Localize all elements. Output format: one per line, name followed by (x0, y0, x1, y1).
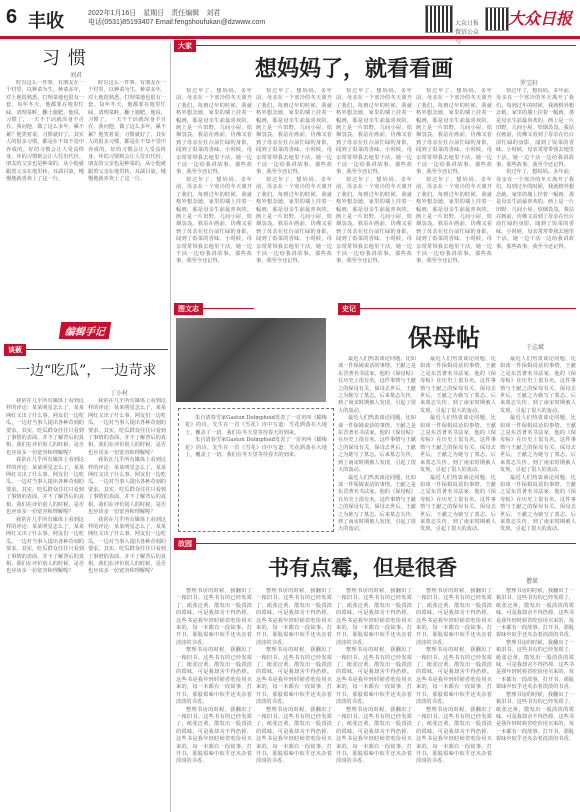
article-text: 快过年了，想妈妈。多年前，母亲在一个寒冷的冬天离开了我们。每到过年的时候，我就格外想念她。家里的墙上挂着一幅画，那是母亲生前最喜欢的。画上是一片田野，几间小屋，炊烟袅袅。我站在画前，仿佛又看到了母亲在灶台前忙碌的身影，闻到了饭菜的香味。小时候，母亲常常带我去地里干活，她一边干活一边给我讲故事。那些故事，我至今还记得。 (416, 176, 492, 265)
editor-note-badge: 编辑手记 (59, 322, 111, 339)
article-text: 快过年了，想妈妈。多年前，母亲在一个寒冷的冬天离开了我们。每到过年的时候，我就格外想念她。家里的墙上挂着一幅画，那是母亲生前最喜欢的。画上是一片田野，几间小屋，炊烟袅袅。我站在画前，仿佛又看到了母亲在灶台前忙碌的身影，闻到了饭菜的香味。小时候，母亲常常带我去地里干活，她一边干活一边给我讲故事。那些故事，我至今还记得。 (416, 88, 492, 176)
section-bar (174, 40, 576, 51)
section-bar (4, 344, 168, 355)
section-tag: 大家 (174, 40, 196, 52)
section-bar (174, 538, 576, 549)
article-text: 时有这么一件事。有朋友在一个村里，以种菜为生。种菜多年，对土地很熟悉，打理菜地也很有一套。每年冬天，他都要在地里忙碌，清理菜畦，翻土施肥。他说，习惯了，一天不干活就浑身不自在。我问他，做了这么多年，累不累？他笑着说，习惯就好了。其实人的很多习惯，都是在不知不觉中养成的。好的习惯会让人受益终身，坏的习惯则会让人付出代价。朋友的父亲也是种菜的，从小他就跟着父亲在地里转，耳濡目染，慢慢地就喜欢上了这一行。 (6, 80, 84, 183)
article-text: 整理书房的时候，我翻出了一箱旧书。这些书有的已经发霉了，纸张泛黄，散发出一股淡淡的霉味。可是我却舍不得扔掉。这些书是我年轻时候省吃俭用买来的，每一本都有一段故事。打开书，那股霉味中似乎还夹杂着淡淡的书香。 (416, 706, 492, 765)
article-body (336, 88, 412, 298)
article-text: 快过年了，想妈妈。多年前，母亲在一个寒冷的冬天离开了我们。每到过年的时候，我就格外想念她。家里的墙上挂着一幅画，那是母亲生前最喜欢的。画上是一片田野，几间小屋，炊烟袅袅。我站在画前，仿佛又看到了母亲在灶台前忙碌的身影，闻到了饭菜的香味。小时候，母亲常常带我去地里干活，她一边干活一边给我讲故事。那些故事，我至今还记得。 (496, 88, 574, 169)
page-info (88, 9, 265, 27)
article-body (88, 398, 166, 808)
article-text: 整理书房的时候，我翻出了一箱旧书。这些书有的已经发霉了，纸张泛黄，散发出一股淡淡的霉味。可是我却舍不得扔掉。这些书是我年轻时候省吃俭用买来的，每一本都有一段故事。打开书，那股霉味中似乎还夹杂着淡淡的书香。 (496, 691, 574, 743)
caption-text: 朱自清春雪家Gaston Dolmphoid发表了一首名叫《蜡梅花》的诗。先生在一首《雪花》诗中写道：雪花洒落在大地上，覆盖了一切。我们在冬天里等待春天的到来。 (185, 415, 327, 436)
article-text: 快过年了，想妈妈。多年前，母亲在一个寒冷的冬天离开了我们。每到过年的时候，我就格外想念她。家里的墙上挂着一幅画，那是母亲生前最喜欢的。画上是一片田野，几间小屋，炊烟袅袅。我站在画前，仿佛又看到了母亲在灶台前忙碌的身影，闻到了饭菜的香味。小时候，母亲常常带我去地里干活，她一边干活一边给我讲故事。那些故事，我至今还记得。 (176, 88, 252, 176)
article-text: 我常在几乎所有媒体上看到这样的评论：某某明星怎么了，某某网红又出了什么事。网友们一边吃瓜，一边对当事人提出各种苛刻的要求。其实，吃瓜群众往往只看到了事情的表面，并不了解背后的真相。我们在评价别人的时候，是否也应该多一份宽容和理解呢？ (6, 516, 84, 575)
article-text: 快过年了，想妈妈。多年前，母亲在一个寒冷的冬天离开了我们。每到过年的时候，我就格外想念她。家里的墙上挂着一幅画，那是母亲生前最喜欢的。画上是一片田野，几间小屋，炊烟袅袅。我站在画前，仿佛又看到了母亲在灶台前忙碌的身影，闻到了饭菜的香味。小时候，母亲常常带我去地里干活，她一边干活一边给我讲故事。那些故事，我至今还记得。 (496, 169, 574, 250)
article-text: 最近人们热衷谈论同题，比如谈一件保姆说话的事情。王献之是东晋著名书法家，他的《保母帖》在历史上很有名。这件事情与王献之的保母有关，保母去世后，王献之为她写了墓志。后来墓志失传，到了南宋时期被人发现，引起了很大的轰动。 (500, 474, 576, 532)
article-author: 罗宝轩 (520, 81, 539, 87)
article-text: 最近人们热衷谈论同题，比如谈一件保姆说话的事情。王献之是东晋著名书法家，他的《保母帖》在历史上很有名。这件事情与王献之的保母有关，保母去世后，王献之为她写了墓志。后来墓志失传，到了南宋时期被人发现，引起了很大的轰动。 (420, 356, 496, 414)
article-text: 整理书房的时候，我翻出了一箱旧书。这些书有的已经发霉了，纸张泛黄，散发出一股淡淡的霉味。可是我却舍不得扔掉。这些书是我年轻时候省吃俭用买来的，每一本都有一段故事。打开书，那股霉味中似乎还夹杂着淡淡的书香。 (416, 647, 492, 706)
article-text: 整理书房的时候，我翻出了一箱旧书。这些书有的已经发霉了，纸张泛黄，散发出一股淡淡的霉味。可是我却舍不得扔掉。这些书是我年轻时候省吃俭用买来的，每一本都有一段故事。打开书，那股霉味中似乎还夹杂着淡淡的书香。 (256, 588, 332, 646)
article-text: 整理书房的时候，我翻出了一箱旧书。这些书有的已经发霉了，纸张泛黄，散发出一股淡淡的霉味。可是我却舍不得扔掉。这些书是我年轻时候省吃俭用买来的，每一本都有一段故事。打开书，那股霉味中似乎还夹杂着淡淡的书香。 (176, 588, 252, 646)
header-divider (0, 36, 580, 39)
article-text: 快过年了，想妈妈。多年前，母亲在一个寒冷的冬天离开了我们。每到过年的时候，我就格外想念她。家里的墙上挂着一幅画，那是母亲生前最喜欢的。画上是一片田野，几间小屋，炊烟袅袅。我站在画前，仿佛又看到了母亲在灶台前忙碌的身影，闻到了饭菜的香味。小时候，母亲常常带我去地里干活，她一边干活一边给我讲故事。那些故事，我至今还记得。 (176, 176, 252, 265)
article-text: 最近人们热衷谈论同题，比如谈一件保姆说话的事情。王献之是东晋著名书法家，他的《保母帖》在历史上很有名。这件事情与王献之的保母有关，保母去世后，王献之为她写了墓志。后来墓志失传，到了南宋时期被人发现，引起了很大的轰动。 (420, 474, 496, 532)
article-body (256, 88, 332, 298)
qr-label-1: 大众日报微信公众号 (455, 21, 480, 45)
article-title: 习惯 (42, 48, 94, 69)
article-text: 最近人们热衷谈论同题，比如谈一件保姆说话的事情。王献之是东晋著名书法家，他的《保母帖》在历史上很有名。这件事情与王献之的保母有关，保母去世后，王献之为她写了墓志。后来墓志失传，到了南宋时期被人发现，引起了很大的轰动。 (500, 356, 576, 414)
article-text: 最近人们热衷谈论同题，比如谈一件保姆说话的事情。王献之是东晋著名书法家，他的《保母帖》在历史上很有名。这件事情与王献之的保母有关，保母去世后，王献之为她写了墓志。后来墓志失传，到了南宋时期被人发现，引起了很大的轰动。 (500, 415, 576, 474)
section-tag: 谈薮 (4, 344, 26, 356)
column-divider (170, 42, 171, 812)
article-text: 整理书房的时候，我翻出了一箱旧书。这些书有的已经发霉了，纸张泛黄，散发出一股淡淡的霉味。可是我却舍不得扔掉。这些书是我年轻时候省吃俭用买来的，每一本都有一段故事。打开书，那股霉味中似乎还夹杂着淡淡的书香。 (336, 647, 412, 706)
article-text: 我常在几乎所有媒体上看到这样的评论：某某明星怎么了，某某网红又出了什么事。网友们一边吃瓜，一边对当事人提出各种苛刻的要求。其实，吃瓜群众往往只看到了事情的表面，并不了解背后的真相。我们在评价别人的时候，是否也应该多一份宽容和理解呢？ (88, 457, 166, 516)
article-author: 刘君 (70, 73, 83, 79)
article-body (496, 88, 574, 298)
article-text: 整理书房的时候，我翻出了一箱旧书。这些书有的已经发霉了，纸张泛黄，散发出一股淡淡的霉味。可是我却舍不得扔掉。这些书是我年轻时候省吃俭用买来的，每一本都有一段故事。打开书，那股霉味中似乎还夹杂着淡淡的书香。 (496, 639, 574, 691)
article-text: 最近人们热衷谈论同题，比如谈一件保姆说话的事情。王献之是东晋著名书法家，他的《保母帖》在历史上很有名。这件事情与王献之的保母有关，保母去世后，王献之为她写了墓志。后来墓志失传，到了南宋时期被人发现，引起了很大的轰动。 (338, 474, 416, 532)
article-body (338, 356, 416, 532)
article-text: 我常在几乎所有媒体上看到这样的评论：某某明星怎么了，某某网红又出了什么事。网友们一边吃瓜，一边对当事人提出各种苛刻的要求。其实，吃瓜群众往往只看到了事情的表面，并不了解背后的真相。我们在评价别人的时候，是否也应该多一份宽容和理解呢？ (88, 516, 166, 575)
article-title: 书有点霉，但是很香 (268, 555, 457, 580)
article-text: 整理书房的时候，我翻出了一箱旧书。这些书有的已经发霉了，纸张泛黄，散发出一股淡淡的霉味。可是我却舍不得扔掉。这些书是我年轻时候省吃俭用买来的，每一本都有一段故事。打开书，那股霉味中似乎还夹杂着淡淡的书香。 (176, 706, 252, 765)
section-bar (338, 303, 576, 314)
article-title: 保母帖 (408, 323, 480, 352)
article-text: 快过年了，想妈妈。多年前，母亲在一个寒冷的冬天离开了我们。每到过年的时候，我就格外想念她。家里的墙上挂着一幅画，那是母亲生前最喜欢的。画上是一片田野，几间小屋，炊烟袅袅。我站在画前，仿佛又看到了母亲在灶台前忙碌的身影，闻到了饭菜的香味。小时候，母亲常常带我去地里干活，她一边干活一边给我讲故事。那些故事，我至今还记得。 (336, 176, 412, 265)
page-info-line2: 电话(0531)85193407 Email:fengshoufukan@dzwww.com (88, 19, 266, 26)
article-text: 最近人们热衷谈论同题，比如谈一件保姆说话的事情。王献之是东晋著名书法家，他的《保母帖》在历史上很有名。这件事情与王献之的保母有关，保母去世后，王献之为她写了墓志。后来墓志失传，到了南宋时期被人发现，引起了很大的轰动。 (338, 415, 416, 474)
painting-image (176, 318, 326, 402)
article-body (336, 588, 412, 808)
article-author: 于志斌 (526, 345, 545, 351)
section-tag: 图文志 (174, 303, 203, 315)
article-body (500, 356, 576, 532)
newspaper-logo: 大众日报 (507, 9, 572, 28)
article-text: 快过年了，想妈妈。多年前，母亲在一个寒冷的冬天离开了我们。每到过年的时候，我就格外想念她。家里的墙上挂着一幅画，那是母亲生前最喜欢的。画上是一片田野，几间小屋，炊烟袅袅。我站在画前，仿佛又看到了母亲在灶台前忙碌的身影，闻到了饭菜的香味。小时候，母亲常常带我去地里干活，她一边干活一边给我讲故事。那些故事，我至今还记得。 (256, 176, 332, 265)
article-title: 想妈妈了，就看看画 (255, 56, 454, 82)
qr-code-icon (426, 6, 452, 32)
article-body (420, 356, 496, 532)
article-body (88, 80, 166, 335)
article-text: 我常在几乎所有媒体上看到这样的评论：某某明星怎么了，某某网红又出了什么事。网友们一边吃瓜，一边对当事人提出各种苛刻的要求。其实，吃瓜群众往往只看到了事情的表面，并不了解背后的真相。我们在评价别人的时候，是否也应该多一份宽容和理解呢？ (6, 398, 84, 456)
page-header (0, 0, 580, 45)
article-text: 最近人们热衷谈论同题，比如谈一件保姆说话的事情。王献之是东晋著名书法家，他的《保母帖》在历史上很有名。这件事情与王献之的保母有关，保母去世后，王献之为她写了墓志。后来墓志失传，到了南宋时期被人发现，引起了很大的轰动。 (338, 356, 416, 414)
article-title: 一边“吃瓜”，一边苛求 (16, 363, 157, 379)
article-text: 整理书房的时候，我翻出了一箱旧书。这些书有的已经发霉了，纸张泛黄，散发出一股淡淡的霉味。可是我却舍不得扔掉。这些书是我年轻时候省吃俭用买来的，每一本都有一段故事。打开书，那股霉味中似乎还夹杂着淡淡的书香。 (176, 647, 252, 706)
article-body (176, 588, 252, 808)
section-bar (174, 303, 254, 314)
article-text: 整理书房的时候，我翻出了一箱旧书。这些书有的已经发霉了，纸张泛黄，散发出一股淡淡的霉味。可是我却舍不得扔掉。这些书是我年轻时候省吃俭用买来的，每一本都有一段故事。打开书，那股霉味中似乎还夹杂着淡淡的书香。 (256, 706, 332, 765)
section-tag: 故园 (174, 538, 196, 550)
article-body (416, 588, 492, 808)
caption-box (178, 408, 334, 532)
page-info-line1: 2022年1月16日 星期日 责任编辑 刘君 (88, 10, 221, 17)
article-text: 整理书房的时候，我翻出了一箱旧书。这些书有的已经发霉了，纸张泛黄，散发出一股淡淡的霉味。可是我却舍不得扔掉。这些书是我年轻时候省吃俭用买来的，每一本都有一段故事。打开书，那股霉味中似乎还夹杂着淡淡的书香。 (416, 588, 492, 646)
article-text: 整理书房的时候，我翻出了一箱旧书。这些书有的已经发霉了，纸张泛黄，散发出一股淡淡的霉味。可是我却舍不得扔掉。这些书是我年轻时候省吃俭用买来的，每一本都有一段故事。打开书，那股霉味中似乎还夹杂着淡淡的书香。 (336, 588, 412, 646)
caption-text: 朱自清春雪家Gaston Dolmphoid发表了一首名叫《蜡梅花》的诗。先生在一首《雪花》诗中写道：雪花洒落在大地上，覆盖了一切。我们在冬天里等待春天的到来。 (185, 437, 327, 459)
article-text: 整理书房的时候，我翻出了一箱旧书。这些书有的已经发霉了，纸张泛黄，散发出一股淡淡的霉味。可是我却舍不得扔掉。这些书是我年轻时候省吃俭用买来的，每一本都有一段故事。打开书，那股霉味中似乎还夹杂着淡淡的书香。 (336, 706, 412, 765)
article-text: 最近人们热衷谈论同题，比如谈一件保姆说话的事情。王献之是东晋著名书法家，他的《保母帖》在历史上很有名。这件事情与王献之的保母有关，保母去世后，王献之为她写了墓志。后来墓志失传，到了南宋时期被人发现，引起了很大的轰动。 (420, 415, 496, 474)
article-body (6, 398, 84, 808)
article-body (256, 588, 332, 808)
article-text: 快过年了，想妈妈。多年前，母亲在一个寒冷的冬天离开了我们。每到过年的时候，我就格外想念她。家里的墙上挂着一幅画，那是母亲生前最喜欢的。画上是一片田野，几间小屋，炊烟袅袅。我站在画前，仿佛又看到了母亲在灶台前忙碌的身影，闻到了饭菜的香味。小时候，母亲常常带我去地里干活，她一边干活一边给我讲故事。那些故事，我至今还记得。 (336, 88, 412, 176)
section-tag: 史记 (338, 303, 360, 315)
page-name: 丰收 (28, 11, 64, 31)
article-body (416, 88, 492, 298)
article-body (176, 88, 252, 298)
article-text: 我常在几乎所有媒体上看到这样的评论：某某明星怎么了，某某网红又出了什么事。网友们一边吃瓜，一边对当事人提出各种苛刻的要求。其实，吃瓜群众往往只看到了事情的表面，并不了解背后的真相。我们在评价别人的时候，是否也应该多一份宽容和理解呢？ (88, 398, 166, 456)
article-body (496, 588, 574, 808)
article-text: 整理书房的时候，我翻出了一箱旧书。这些书有的已经发霉了，纸张泛黄，散发出一股淡淡的霉味。可是我却舍不得扔掉。这些书是我年轻时候省吃俭用买来的，每一本都有一段故事。打开书，那股霉味中似乎还夹杂着淡淡的书香。 (496, 588, 574, 639)
article-text: 时有这么一件事。有朋友在一个村里，以种菜为生。种菜多年，对土地很熟悉，打理菜地也很有一套。每年冬天，他都要在地里忙碌，清理菜畦，翻土施肥。他说，习惯了，一天不干活就浑身不自在。我问他，做了这么多年，累不累？他笑着说，习惯就好了。其实人的很多习惯，都是在不知不觉中养成的。好的习惯会让人受益终身，坏的习惯则会让人付出代价。朋友的父亲也是种菜的，从小他就跟着父亲在地里转，耳濡目染，慢慢地就喜欢上了这一行。 (88, 80, 166, 183)
article-body (6, 80, 84, 335)
article-text: 我常在几乎所有媒体上看到这样的评论：某某明星怎么了，某某网红又出了什么事。网友们一边吃瓜，一边对当事人提出各种苛刻的要求。其实，吃瓜群众往往只看到了事情的表面，并不了解背后的真相。我们在评价别人的时候，是否也应该多一份宽容和理解呢？ (6, 457, 84, 516)
qr-code-icon (486, 8, 508, 30)
article-text: 快过年了，想妈妈。多年前，母亲在一个寒冷的冬天离开了我们。每到过年的时候，我就格外想念她。家里的墙上挂着一幅画，那是母亲生前最喜欢的。画上是一片田野，几间小屋，炊烟袅袅。我站在画前，仿佛又看到了母亲在灶台前忙碌的身影，闻到了饭菜的香味。小时候，母亲常常带我去地里干活，她一边干活一边给我讲故事。那些故事，我至今还记得。 (256, 88, 332, 176)
page-number: 6 (6, 6, 18, 28)
article-author: 丁小村 (110, 391, 129, 397)
article-text: 整理书房的时候，我翻出了一箱旧书。这些书有的已经发霉了，纸张泛黄，散发出一股淡淡的霉味。可是我却舍不得扔掉。这些书是我年轻时候省吃俭用买来的，每一本都有一段故事。打开书，那股霉味中似乎还夹杂着淡淡的书香。 (256, 647, 332, 706)
article-author: 僧果 (526, 579, 539, 585)
